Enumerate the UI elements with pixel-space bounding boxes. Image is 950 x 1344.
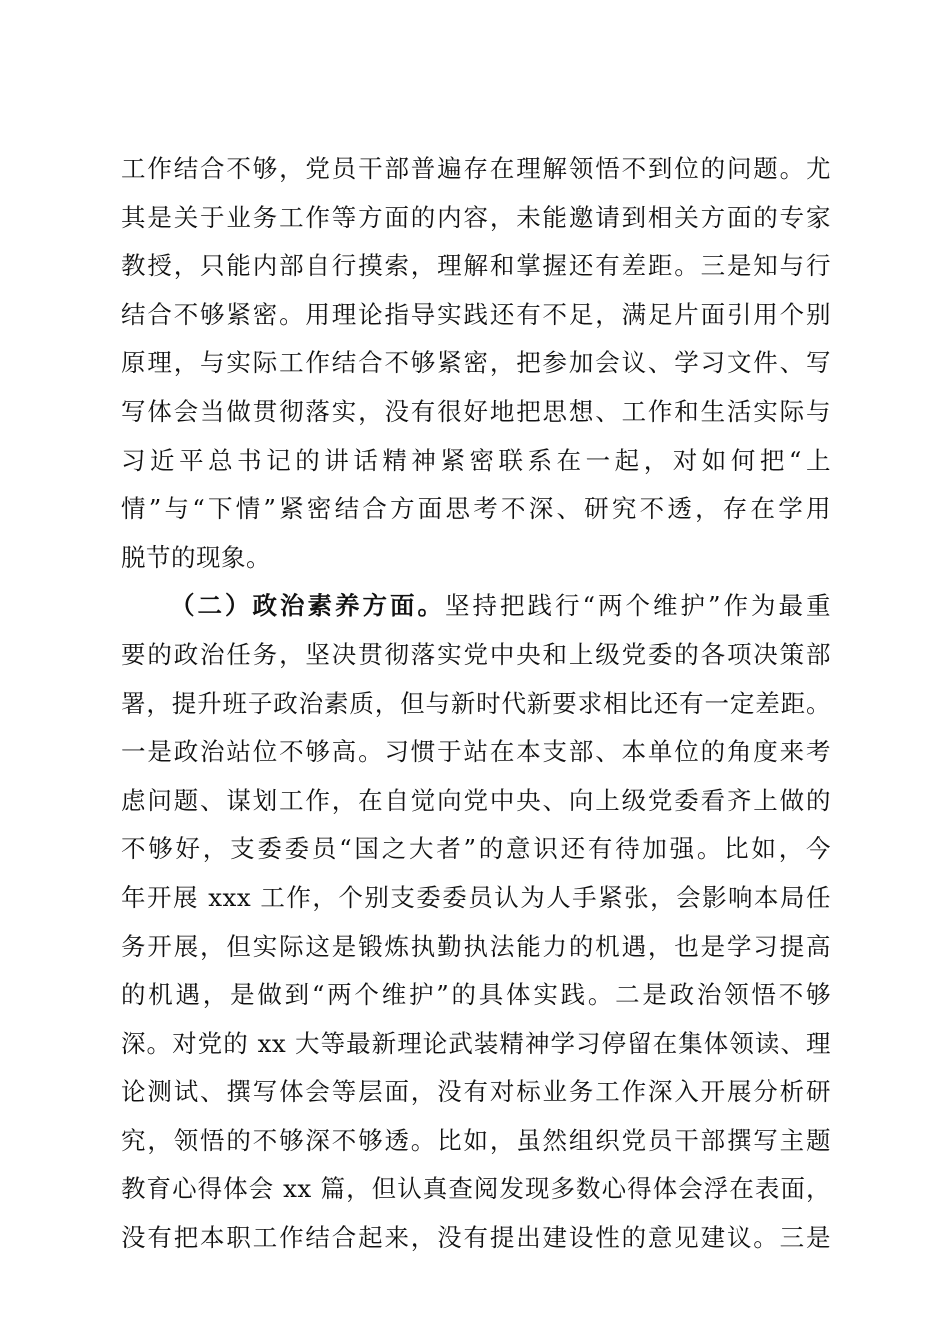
text-line: 教授，只能内部自行摸索，理解和掌握还有差距。三是知与行 <box>121 251 831 281</box>
text-line: 究，领悟的不够深不够透。比如，虽然组织党员干部撰写主题 <box>121 1125 831 1155</box>
text-line: 论测试、撰写体会等层面，没有对标业务工作深入开展分析研 <box>121 1077 831 1107</box>
paragraph-1 <box>121 145 831 582</box>
text-line: 没有把本职工作结合起来，没有提出建设性的意见建议。三是 <box>121 1223 831 1253</box>
text-line: 不够好，支委委员“国之大者”的意识还有待加强。比如，今 <box>121 834 831 864</box>
text-run: 坚持把践行“两个维护”作为最重 <box>444 591 831 621</box>
text-line: 的机遇，是做到“两个维护”的具体实践。二是政治领悟不够 <box>121 980 831 1010</box>
text-line: 署，提升班子政治素质，但与新时代新要求相比还有一定差距。 <box>121 688 831 718</box>
text-line: 一是政治站位不够高。习惯于站在本支部、本单位的角度来考 <box>121 737 831 767</box>
text-line: 结合不够紧密。用理论指导实践还有不足，满足片面引用个别 <box>121 299 831 329</box>
document-body <box>121 145 831 1263</box>
text-line: 要的政治任务，坚决贯彻落实党中央和上级党委的各项决策部 <box>121 639 831 669</box>
text-line: 习近平总书记的讲话精神紧密联系在一起，对如何把“上 <box>121 445 831 475</box>
text-line: 工作结合不够，党员干部普遍存在理解领悟不到位的问题。尤 <box>121 154 831 183</box>
paragraph-2 <box>121 582 831 1262</box>
text-line: 写体会当做贯彻落实，没有很好地把思想、工作和生活实际与 <box>121 396 831 426</box>
text-line: 教育心得体会 xx 篇，但认真查阅发现多数心得体会浮在表面， <box>121 1174 831 1204</box>
text-line: 虑问题、谋划工作，在自觉向党中央、向上级党委看齐上做的 <box>121 785 831 815</box>
paragraph-2-first-line <box>121 582 831 631</box>
text-line: 年开展 xxx 工作，个别支委委员认为人手紧张，会影响本局任 <box>121 882 831 912</box>
text-line: 务开展，但实际这是锻炼执勤执法能力的机遇，也是学习提高 <box>121 931 831 961</box>
text-line: 其是关于业务工作等方面的内容，未能邀请到相关方面的专家 <box>121 202 831 232</box>
text-line: 脱节的现象。 <box>121 542 271 572</box>
text-line: 原理，与实际工作结合不够紧密，把参加会议、学习文件、写 <box>121 348 831 378</box>
text-line: 深。对党的 xx 大等最新理论武装精神学习停留在集体领读、理 <box>121 1028 831 1058</box>
section-heading: （二）政治素养方面。 <box>170 591 445 621</box>
text-line: 情”与“下情”紧密结合方面思考不深、研究不透，存在学用 <box>121 494 831 524</box>
